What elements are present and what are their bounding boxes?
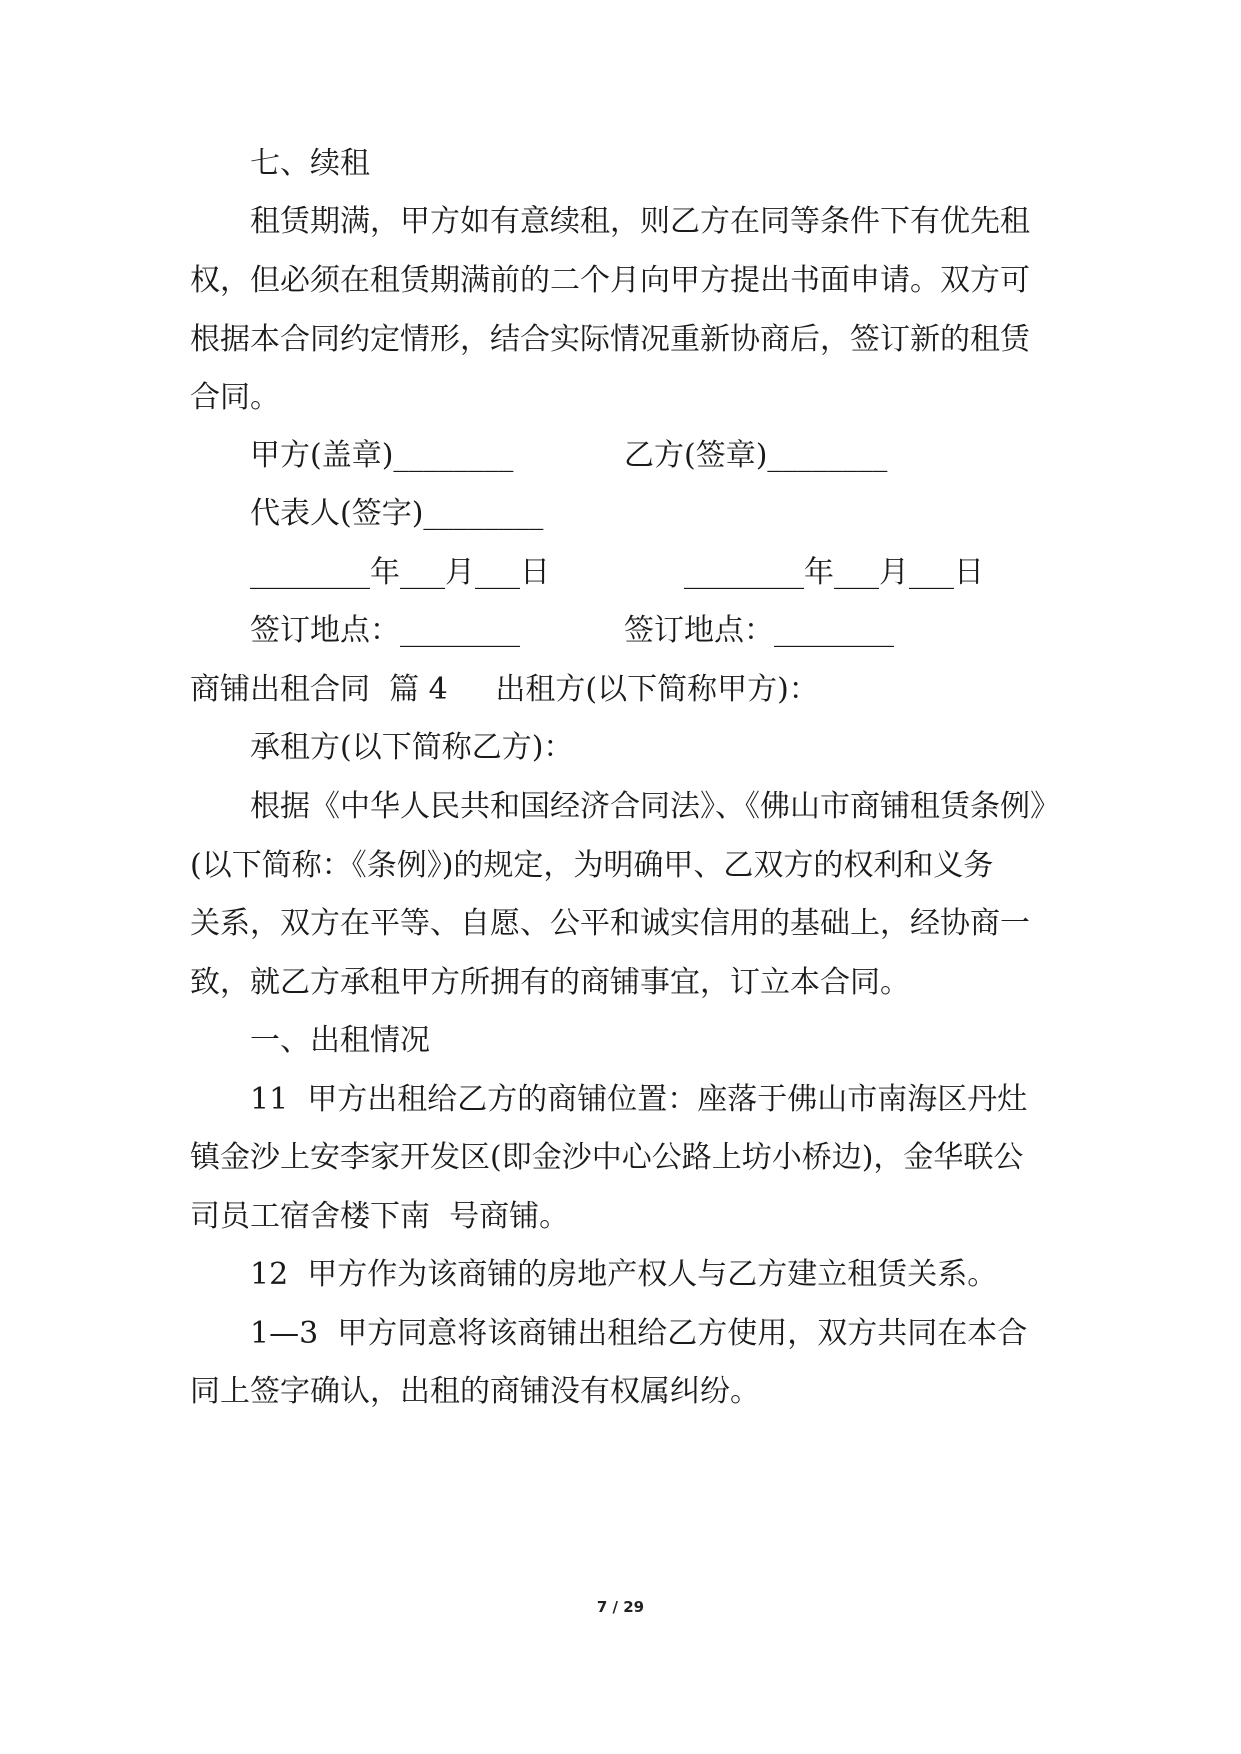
paragraph-line: 镇金沙上安李家开发区(即金沙中心公路上坊小桥边)，金华联公 <box>190 1140 1024 1175</box>
paragraph-line: (以下简称：《条例》)的规定，为明确甲、乙双方的权利和义务 <box>190 848 994 883</box>
paragraph-line: 关系，双方在平等、自愿、公平和诚实信用的基础上，经协商一 <box>190 906 1030 941</box>
paragraph-line: 合同。 <box>190 380 280 415</box>
signing-place-left: 签订地点：________ <box>250 613 520 648</box>
paragraph-line: 1—3 甲方同意将该商铺出租给乙方使用，双方共同在本合 <box>250 1316 1028 1351</box>
representative-sign-field: 代表人(签字)________ <box>250 496 544 531</box>
paragraph-line: 11 甲方出租给乙方的商铺位置：座落于佛山市南海区丹灶 <box>250 1082 1028 1117</box>
section-heading-renewal: 七、续租 <box>250 146 370 181</box>
signing-place-right: 签订地点：________ <box>624 613 894 648</box>
paragraph-line: 致，就乙方承租甲方所拥有的商铺事宜，订立本合同。 <box>190 965 910 1000</box>
paragraph-line: 根据本合同约定情形，结合实际情况重新协商后，签订新的租赁 <box>190 322 1030 357</box>
paragraph-line: 司员工宿舍楼下南 号商铺。 <box>190 1199 570 1234</box>
contract-title-line: 商铺出租合同 篇 4 出租方(以下简称甲方)： <box>190 672 819 707</box>
section-heading-rental: 一、出租情况 <box>250 1023 430 1058</box>
paragraph-line: 12 甲方作为该商铺的房地产权人与乙方建立租赁关系。 <box>250 1257 998 1292</box>
page-number: 7 / 29 <box>596 1598 645 1616</box>
date-field-right: ________年___月___日 <box>684 555 984 590</box>
lessee-line: 承租方(以下简称乙方)： <box>250 730 574 765</box>
paragraph-line: 根据《中华人民共和国经济合同法》、《佛山市商铺租赁条例》 <box>250 789 1060 824</box>
party-b-sign-field: 乙方(签章)________ <box>624 438 888 473</box>
party-a-seal-field: 甲方(盖章)________ <box>250 438 514 473</box>
paragraph-line: 权，但必须在租赁期满前的二个月向甲方提出书面申请。双方可 <box>190 263 1030 298</box>
date-field-left: ________年___月___日 <box>250 555 550 590</box>
paragraph-line: 同上签字确认，出租的商铺没有权属纠纷。 <box>190 1374 760 1409</box>
paragraph-line: 租赁期满，甲方如有意续租，则乙方在同等条件下有优先租 <box>250 204 1030 239</box>
